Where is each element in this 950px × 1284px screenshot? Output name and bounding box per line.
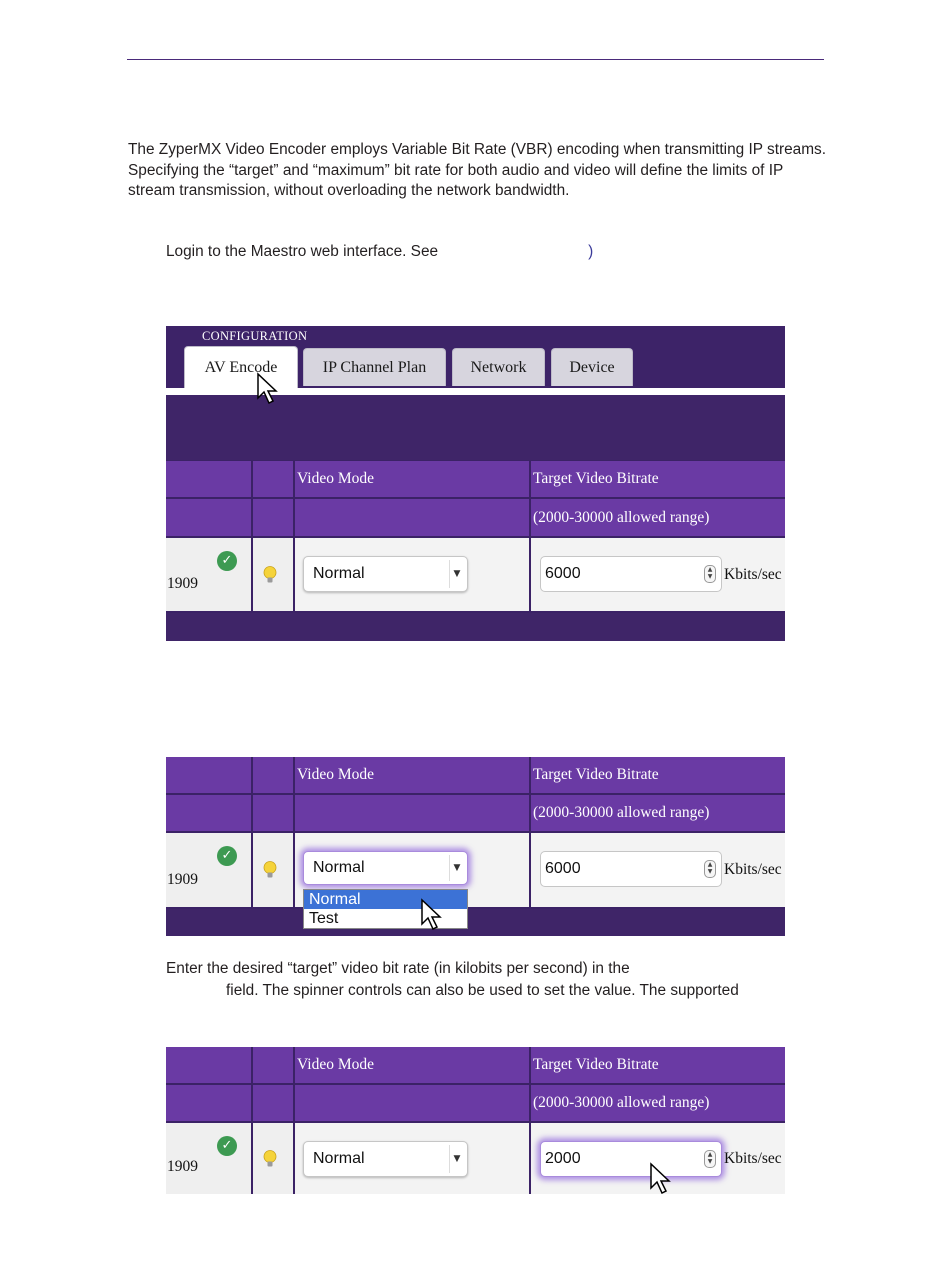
dropdown-caret-icon: ▼ [449,560,464,588]
lightbulb-icon[interactable] [263,861,277,880]
av-encode-screenshot-1 [166,326,785,641]
tab-av-encode[interactable]: AV Encode [184,346,298,388]
option-test[interactable]: Test [309,910,339,927]
table-row [166,538,785,611]
step1-text: Login to the Maestro web interface. See [166,243,439,260]
mouse-cursor-icon [649,1162,671,1194]
target-bitrate-input[interactable]: 6000 ▲ ▼ [540,851,722,887]
tab-network[interactable]: Network [452,348,545,386]
device-number: 1909 [167,575,198,592]
intro-paragraph: The ZyperMX Video Encoder employs Variable Bit Rate (VBR) encoding when transmitting IP streams. Specifying the “target” and “maximum” bit rate for both audio and video will define the limits of IP stream transmission, without overloading the network bandwidth. [128,141,827,199]
step3-line2: field. The spinner controls can also be used to set the value. The supported [226,982,739,999]
units-label: Kbits/sec [724,1149,782,1167]
table-row [166,833,785,907]
table-header-row [166,1047,785,1083]
table-header-row [166,757,785,793]
units-label: Kbits/sec [724,565,782,583]
table-header-row [166,461,785,497]
target-bitrate-input[interactable]: 6000 ▲ ▼ [540,556,722,592]
lightbulb-icon[interactable] [263,1149,277,1168]
av-encode-screenshot-3 [166,1047,785,1194]
target-bitrate-header: Target Video Bitrate [531,757,785,793]
target-bitrate-input[interactable]: 2000 ▲ ▼ [540,1141,722,1177]
spinner-icon[interactable]: ▲ ▼ [704,860,716,878]
video-mode-header: Video Mode [295,757,529,793]
mouse-cursor-icon [420,898,442,932]
header-rule [127,59,824,60]
table-row [166,1123,785,1194]
video-mode-dropdown-list[interactable] [303,889,468,929]
range-label: (2000-30000 allowed range) [531,795,785,831]
check-circle-icon: ✓ [217,846,237,866]
device-number: 1909 [167,1158,198,1175]
table-footer-band [166,613,785,641]
tab-device[interactable]: Device [551,348,633,386]
configuration-label: CONFIGURATION [202,329,308,343]
step3-line1: Enter the desired “target” video bit rate (in kilobits per second) in the [166,960,630,977]
video-mode-header: Video Mode [295,1047,529,1083]
video-mode-select[interactable]: Normal ▼ [303,851,468,885]
table-subheader-row [166,795,785,831]
av-encode-screenshot-2 [166,757,785,936]
target-bitrate-header: Target Video Bitrate [531,461,785,497]
range-label: (2000-30000 allowed range) [531,499,785,536]
lightbulb-icon[interactable] [263,565,277,584]
step1-instruction [166,243,593,261]
spinner-icon[interactable]: ▲ ▼ [704,565,716,583]
device-number: 1909 [167,871,198,888]
video-mode-header: Video Mode [295,461,529,497]
check-circle-icon: ✓ [217,1136,237,1156]
spinner-icon[interactable]: ▲ ▼ [704,1150,716,1168]
video-mode-select[interactable]: Normal ▼ [303,1141,468,1177]
table-subheader-row [166,499,785,536]
dropdown-caret-icon: ▼ [449,1145,464,1173]
range-label: (2000-30000 allowed range) [531,1085,785,1121]
table-subheader-row [166,1085,785,1121]
target-bitrate-header: Target Video Bitrate [531,1047,785,1083]
step1-link[interactable]: ) [588,243,594,260]
mouse-cursor-icon [256,372,278,406]
table-footer-band [166,909,785,936]
video-mode-select[interactable]: Normal ▼ [303,556,468,592]
check-circle-icon: ✓ [217,551,237,571]
units-label: Kbits/sec [724,861,782,878]
dropdown-caret-icon: ▼ [449,855,464,881]
tab-ip-channel-plan[interactable]: IP Channel Plan [303,348,446,386]
option-normal[interactable]: Normal [304,890,467,909]
